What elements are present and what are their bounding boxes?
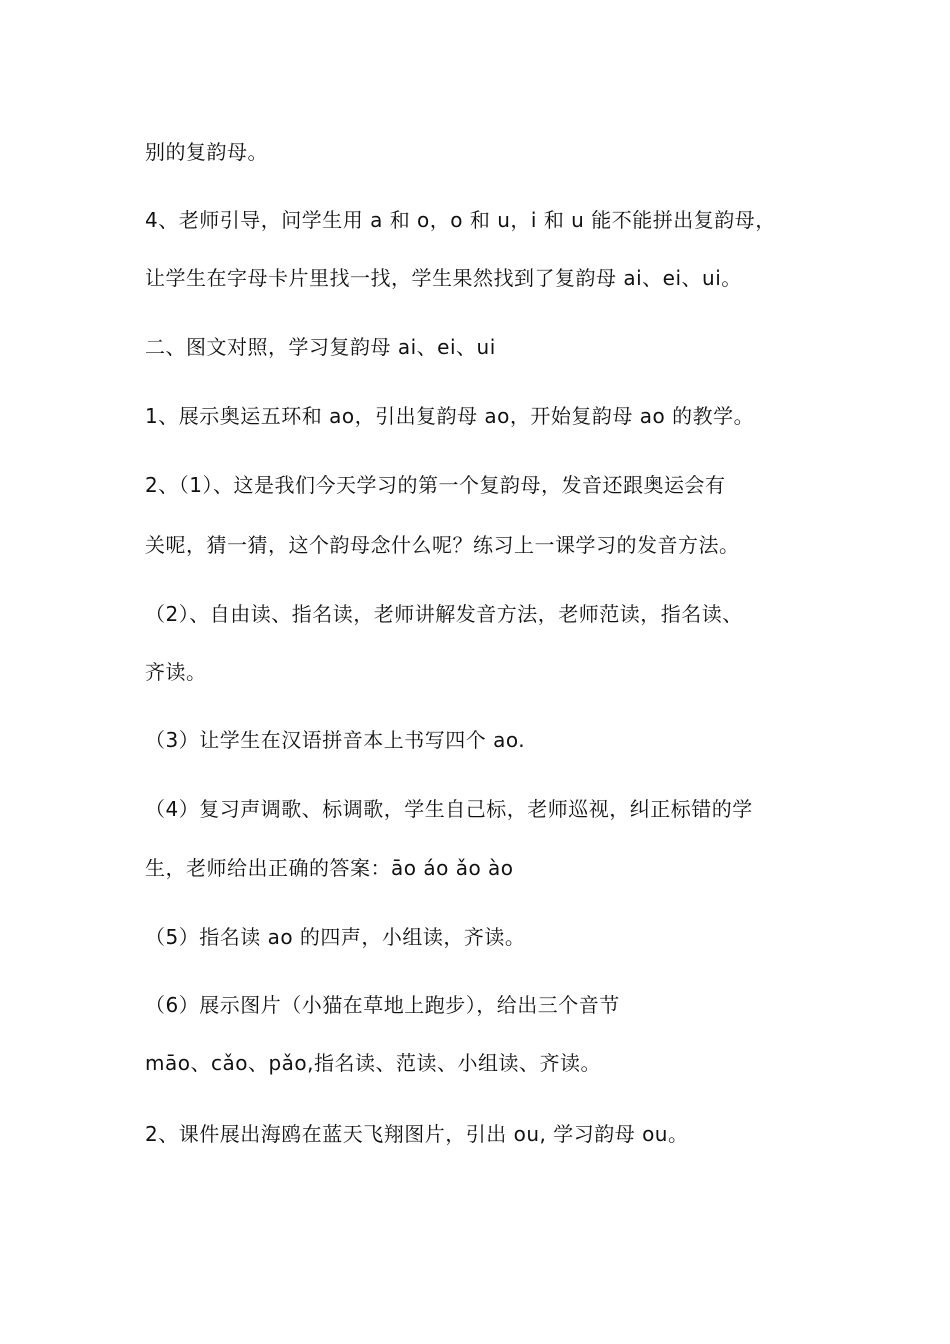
paragraph-line: 关呢，猜一猜，这个韵母念什么呢？练习上一课学习的发音方法。 xyxy=(145,533,740,557)
paragraph-line: 4、老师引导，问学生用 a 和 o，o 和 u，i 和 u 能不能拼出复韵母， xyxy=(145,208,776,232)
paragraph-line: （4）复习声调歌、标调歌，学生自己标，老师巡视，纠正标错的学 xyxy=(145,797,753,821)
paragraph-line: 让学生在字母卡片里找一找，学生果然找到了复韵母 ai、ei、ui。 xyxy=(145,266,742,290)
paragraph-line: 生，老师给出正确的答案：āo áo ǎo ào xyxy=(145,856,514,880)
paragraph-line: māo、cǎo、pǎo,指名读、范读、小组读、齐读。 xyxy=(145,1051,602,1075)
paragraph-line: 别的复韵母。 xyxy=(145,140,268,164)
paragraph-line: 1、展示奥运五环和 ao，引出复韵母 ao，开始复韵母 ao 的教学。 xyxy=(145,404,755,428)
paragraph-line: （3）让学生在汉语拼音本上书写四个 ao. xyxy=(145,728,526,752)
paragraph-line: 齐读。 xyxy=(145,660,207,684)
paragraph-line: （6）展示图片（小猫在草地上跑步），给出三个音节 xyxy=(145,993,620,1017)
paragraph-line: 2、（1）、这是我们今天学习的第一个复韵母，发音还跟奥运会有 xyxy=(145,473,726,497)
paragraph-line: 2、课件展出海鸥在蓝天飞翔图片，引出 ou, 学习韵母 ou。 xyxy=(145,1122,689,1146)
paragraph-line: （2）、自由读、指名读，老师讲解发音方法，老师范读，指名读、 xyxy=(145,602,743,626)
section-heading: 二、图文对照，学习复韵母 ai、ei、ui xyxy=(145,335,496,359)
paragraph-line: （5）指名读 ao 的四声，小组读，齐读。 xyxy=(145,925,526,949)
